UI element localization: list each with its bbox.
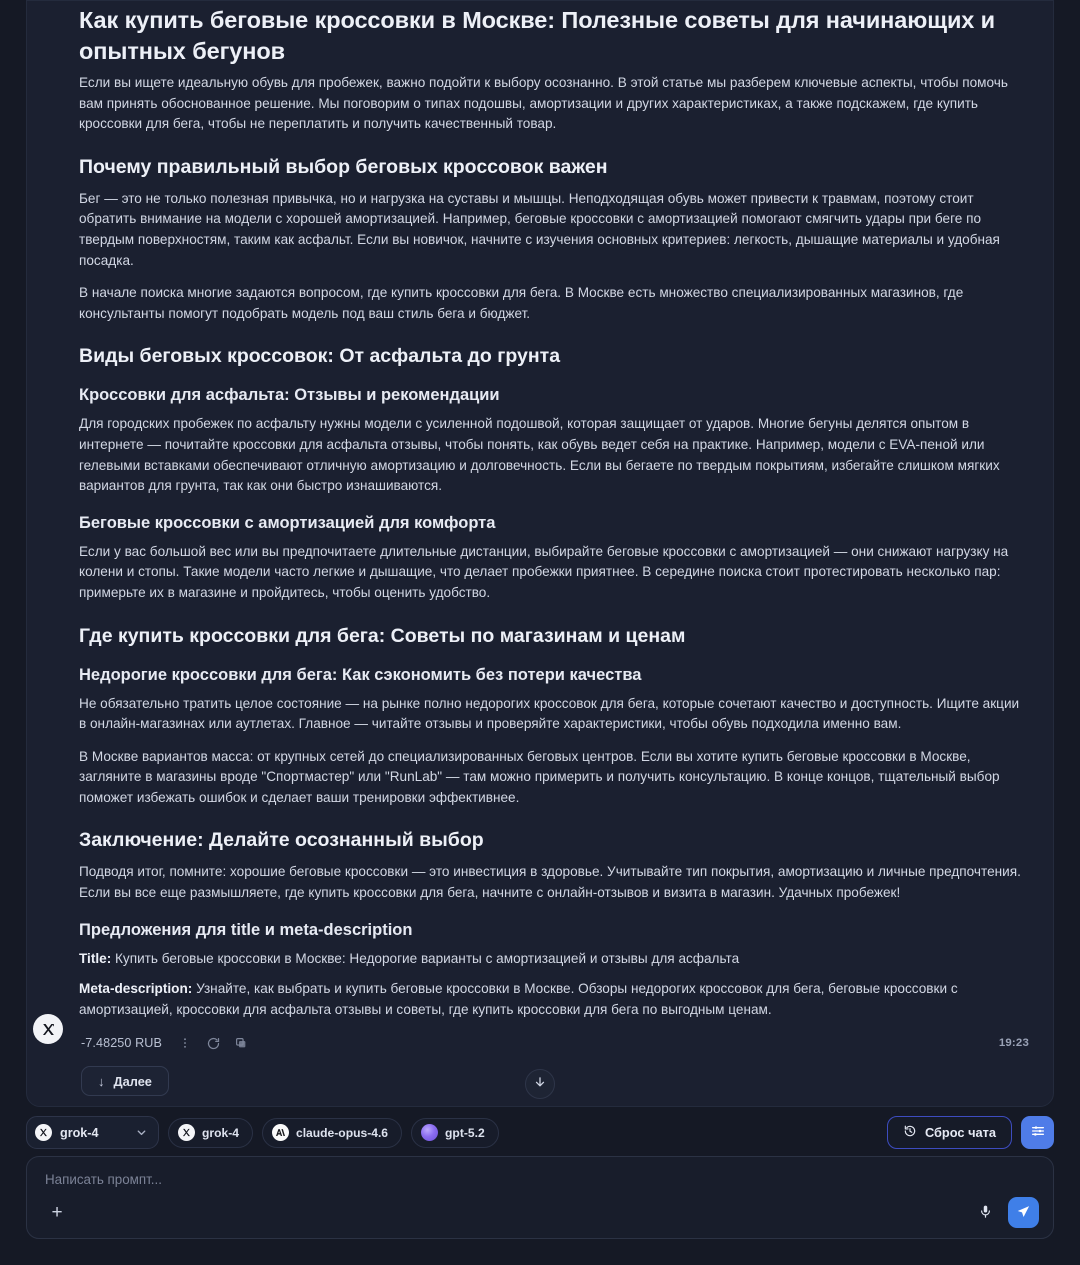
reset-chat-label: Сброс чата	[924, 1125, 996, 1141]
model-chip-label: claude-opus-4.6	[295, 1125, 389, 1140]
more-vertical-icon[interactable]	[174, 1032, 196, 1054]
anthropic-logo-icon	[272, 1124, 289, 1141]
seo-meta-line	[79, 979, 1029, 1020]
sliders-icon	[1030, 1123, 1046, 1142]
seo-title-label: Title:	[79, 950, 112, 966]
model-chip-gpt-5-2[interactable]	[411, 1118, 499, 1148]
seo-meta-label: Meta-description:	[79, 981, 193, 997]
send-button[interactable]	[1008, 1197, 1039, 1228]
heading-conclusion: Заключение: Делайте осознанный выбор	[79, 829, 484, 852]
xai-logo-icon	[35, 1124, 52, 1141]
plus-icon: +	[51, 1202, 63, 1224]
xai-logo-icon	[178, 1124, 195, 1141]
model-chip-grok-4[interactable]	[168, 1118, 253, 1148]
model-selector-label: grok-4	[60, 1125, 99, 1140]
seo-title-line	[79, 949, 1029, 970]
model-selector-dropdown[interactable]	[26, 1116, 159, 1149]
paragraph-cheap-2: В Москве вариантов масса: от крупных сетей до специализированных беговых центров. Если вы хотите купить беговые кроссовки в Москве, загляните в магазины вроде "Спортмастер" или "RunLab" — там можно примерить и получить консультацию. В конце концов, тщательный выбор поможет избежать ошибок и сделает ваши тренировки эффективнее.	[79, 748, 1000, 805]
attach-button[interactable]	[45, 1201, 69, 1225]
continue-button-label: Далее	[113, 1073, 152, 1089]
model-chip-label: grok-4	[202, 1125, 239, 1140]
heading-where-to-buy: Где купить кроссовки для бега: Советы по магазинам и ценам	[79, 624, 686, 647]
article-content	[79, 1, 1029, 1020]
history-reset-icon	[903, 1124, 917, 1141]
copy-icon[interactable]	[230, 1032, 252, 1054]
composer-wrapper	[0, 1156, 1080, 1265]
paragraph-cheap-1: Не обязательно тратить целое состояние — на рынке полно недорогих кроссовок для бега, которые сочетают качество и доступность. Ищите акции в онлайн-магазинах или аутлетах. Главное — читайте отзывы и проверяйте характеристики, чтобы обувь подходила именно вам.	[79, 695, 1020, 732]
microphone-button[interactable]	[973, 1201, 997, 1225]
microphone-icon	[978, 1204, 993, 1222]
seo-meta-value: Узнайте, как выбрать и купить беговые кроссовки в Москве. Обзоры недорогих кроссовок для бега, беговые кроссовки с амортизацией, кроссовки для асфальта отзывы и советы, где купить кроссовки для бега по выгодным ценам.	[79, 981, 958, 1017]
seo-title-value: Купить беговые кроссовки в Москве: Недорогие варианты с амортизацией и отзывы для асфальта	[115, 950, 740, 966]
arrow-down-icon: ↓	[98, 1073, 105, 1089]
composer-tools-right	[973, 1197, 1039, 1228]
model-toolbar	[0, 1107, 1080, 1156]
arrow-down-icon	[533, 1075, 547, 1094]
message-cost: -7.48250 RUB	[81, 1036, 163, 1051]
chevron-down-icon	[135, 1126, 148, 1139]
prompt-input[interactable]	[45, 1171, 1039, 1189]
continue-button[interactable]	[81, 1066, 169, 1096]
paragraph-conclusion: Подводя итог, помните: хорошие беговые кроссовки — это инвестиция в здоровье. Учитывайте тип покрытия, амортизацию и личные предпочтения. Если вы все еще размышляете, где купить кроссовки для бега, начните с онлайн-отзывов и визита в магазин. Удачных пробежек!	[79, 864, 1021, 901]
paragraph-cushioning: Если у вас большой вес или вы предпочитаете длительные дистанции, выбирайте беговые кроссовки с амортизацией — они снижают нагрузку на колени и стопы. Такие модели часто легкие и дышащие, что делает пробежки приятнее. В середине поиска стоит протестировать несколько пар: примерьте их в магазине и пройдитесь, чтобы оценить удобство.	[79, 543, 1009, 600]
message-meta-row	[79, 1032, 1029, 1054]
message-actions	[174, 1032, 252, 1054]
refresh-icon[interactable]	[202, 1032, 224, 1054]
scroll-to-bottom-button[interactable]	[525, 1069, 555, 1099]
heading-meta-suggestions: Предложения для title и meta-description	[79, 920, 413, 939]
paragraph-asphalt: Для городских пробежек по асфальту нужны модели с усиленной подошвой, которая защищает от ударов. Многие бегуны делятся опытом в интернете — почитайте кроссовки для асфальта отзывы, чтобы понять, как обувь ведет себя на практике. Например, модели с EVA-пеной или гелевыми вставками обеспечивают отличную амортизацию и долговечность. Если вы бегаете по твердым покрытиям, избегайте слишком мягких вариантов для грунта, так как они быстро изнашиваются.	[79, 416, 1000, 494]
reset-chat-button[interactable]	[887, 1116, 1012, 1149]
model-chip-label: gpt-5.2	[445, 1125, 485, 1140]
toolbar-right-group	[887, 1116, 1054, 1149]
heading-types: Виды беговых кроссовок: От асфальта до грунта	[79, 345, 561, 368]
message-timestamp: 19:23	[998, 1037, 1029, 1050]
heading-cheap: Недорогие кроссовки для бега: Как сэкономить без потери качества	[79, 665, 642, 684]
paragraph-why-1: Бег — это не только полезная привычка, но и нагрузка на суставы и мышцы. Неподходящая обувь может привести к травмам, поэтому стоит обратить внимание на модели с хорошей амортизацией. Например, беговые кроссовки с амортизацией помогают смягчить удары при беге по твердым поверхностям, таким как асфальт. Если вы новичок, начните с изучения основных критериев: легкость, дышащие материалы и удобная посадка.	[79, 190, 1000, 268]
settings-button[interactable]	[1021, 1116, 1054, 1149]
article-intro: Если вы ищете идеальную обувь для пробежек, важно подойти к выбору осознанно. В этой статье мы разберем ключевые аспекты, чтобы помочь вам принять обоснованное решение. Мы поговорим о типах подошвы, амортизации и других характеристиках, а также подскажем, где купить кроссовки для бега, чтобы не переплатить и получить качественный товар.	[79, 75, 1008, 132]
page-title: Как купить беговые кроссовки в Москве: Полезные советы для начинающих и опытных бегунов	[79, 7, 996, 64]
heading-cushioning: Беговые кроссовки с амортизацией для комфорта	[79, 513, 496, 532]
paragraph-why-2: В начале поиска многие задаются вопросом, где купить кроссовки для бега. В Москве есть множество специализированных магазинов, где консультанты помогут подобрать модель под ваш стиль бега и бюджет.	[79, 285, 964, 321]
xai-logo-icon	[40, 1021, 57, 1038]
model-chip-claude-opus[interactable]	[262, 1118, 402, 1148]
openai-logo-icon	[421, 1124, 438, 1141]
composer-tools	[45, 1197, 1039, 1228]
assistant-message-card	[26, 0, 1054, 1107]
avatar	[33, 1014, 63, 1044]
heading-why: Почему правильный выбор беговых кроссовок важен	[79, 155, 608, 178]
heading-asphalt: Кроссовки для асфальта: Отзывы и рекомендации	[79, 386, 500, 405]
composer[interactable]	[26, 1156, 1054, 1239]
send-icon	[1016, 1204, 1031, 1222]
